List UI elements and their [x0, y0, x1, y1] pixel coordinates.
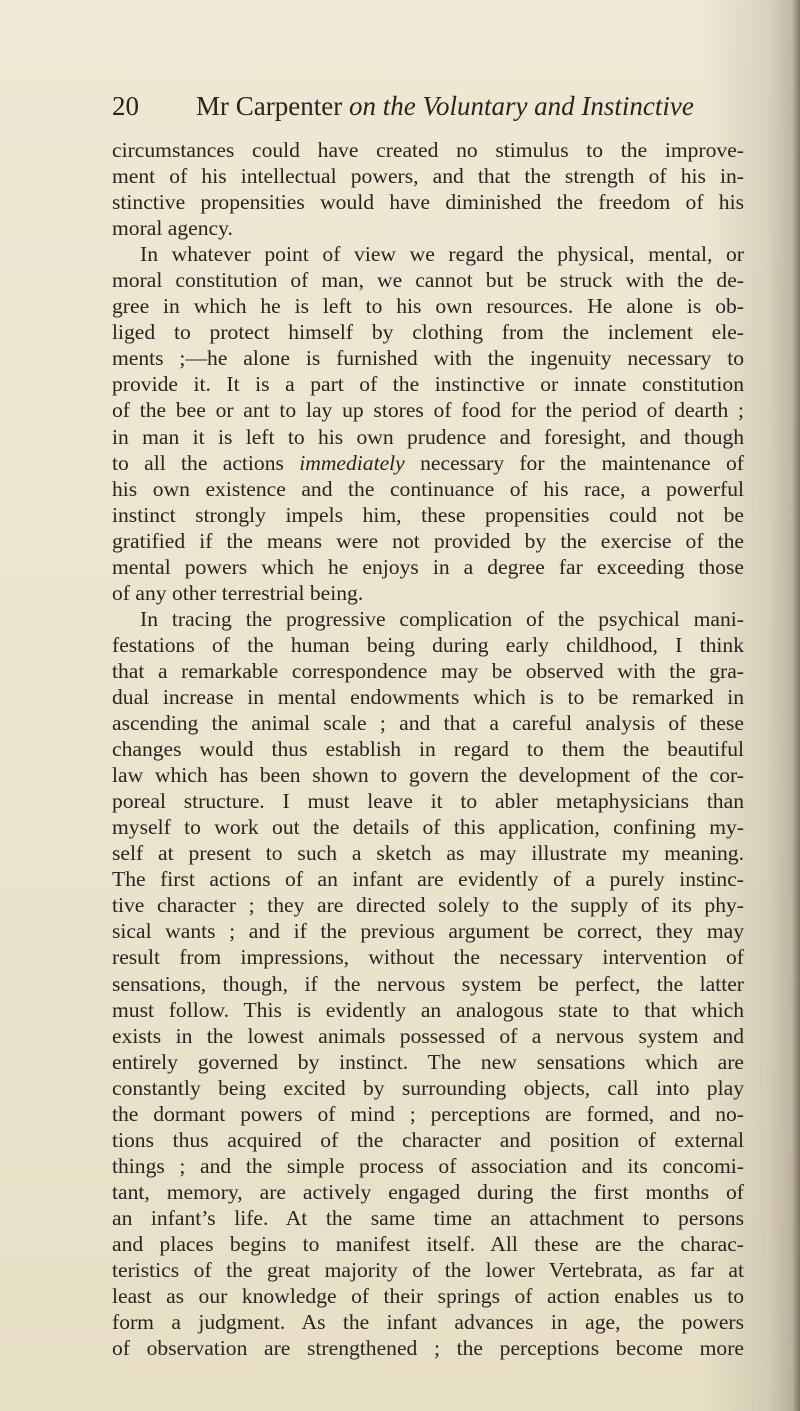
text-line: things ; and the simple process of association and its concomi-	[112, 1153, 744, 1178]
text-line: an infant’s life. At the same time an attachment to persons	[112, 1205, 744, 1230]
text-line: form a judgment. As the infant advances in age, the powers	[112, 1310, 744, 1335]
text-line: instinct strongly impels him, these propensities could not be	[112, 502, 744, 527]
text-line: gratified if the means were not provided by the exercise of the	[112, 528, 744, 553]
text-line	[112, 450, 744, 476]
text-line: moral constitution of man, we cannot but be struck with the de-	[112, 268, 744, 293]
text-line: ment of his intellectual powers, and that the strength of his in-	[112, 164, 744, 189]
text-line: myself to work out the details of this application, confining my-	[112, 815, 744, 840]
text-line: of any other terrestrial being.	[112, 580, 364, 605]
page-edge-shadow	[792, 0, 800, 1411]
text-line: moral agency.	[112, 216, 233, 241]
text-line: and places begins to manifest itself. All these are the charac-	[112, 1231, 744, 1256]
text-line: gree in which he is left to his own resources. He alone is ob-	[112, 294, 744, 319]
text-line: ments ;—he alone is furnished with the ingenuity necessary to	[112, 346, 744, 371]
text-line: festations of the human being during early childhood, I think	[112, 632, 744, 657]
running-title	[196, 88, 694, 124]
text-line: sical wants ; and if the previous argument be correct, they may	[112, 919, 744, 944]
text-line: of the bee or ant to lay up stores of food for the period of dearth ;	[112, 398, 744, 423]
text-line: mental powers which he enjoys in a degree far exceeding those	[112, 554, 744, 579]
text-line: law which has been shown to govern the development of the cor-	[112, 763, 744, 788]
text-line: entirely governed by instinct. The new sensations which are	[112, 1049, 744, 1074]
text-line: In whatever point of view we regard the physical, mental, or	[140, 242, 744, 267]
text-line: sensations, though, if the nervous system be perfect, the latter	[112, 971, 744, 996]
text-line-segment: to all the actions	[112, 450, 300, 475]
text-line-italic: immediately	[299, 450, 405, 475]
text-line: of observation are strengthened ; the perceptions become more	[112, 1336, 744, 1361]
text-line: exists in the lowest animals possessed of a nervous system and	[112, 1023, 744, 1048]
text-line: constantly being excited by surrounding objects, call into play	[112, 1075, 744, 1100]
text-line: in man it is left to his own prudence and foresight, and though	[112, 424, 744, 449]
text-line: circumstances could have created no stimulus to the improve-	[112, 138, 744, 162]
body-text	[112, 137, 744, 1361]
running-title-plain: Mr Carpenter	[196, 91, 349, 121]
text-line: dual increase in mental endowments which is to be remarked in	[112, 684, 744, 709]
text-line: that a remarkable correspondence may be observed with the gra-	[112, 658, 744, 683]
text-line: changes would thus establish in regard to them the beautiful	[112, 737, 744, 762]
running-header	[112, 88, 742, 124]
text-line: tive character ; they are directed solely to the supply of its phy-	[112, 893, 744, 918]
text-line: ascending the animal scale ; and that a careful analysis of these	[112, 711, 744, 736]
text-line: In tracing the progressive complication of the psychical mani-	[140, 606, 744, 631]
text-line: provide it. It is a part of the instinctive or innate constitution	[112, 372, 744, 397]
text-line: his own existence and the continuance of his race, a powerful	[112, 476, 744, 501]
text-line: teristics of the great majority of the lower Vertebrata, as far at	[112, 1258, 744, 1283]
text-line: result from impressions, without the necessary intervention of	[112, 945, 744, 970]
text-line: least as our knowledge of their springs of action enables us to	[112, 1284, 744, 1309]
text-line: tant, memory, are actively engaged during the first months of	[112, 1179, 744, 1204]
text-line: The first actions of an infant are evidently of a purely instinc-	[112, 867, 744, 892]
page-number: 20	[112, 91, 139, 121]
running-title-italic: on the Voluntary and Instinctive	[348, 91, 694, 121]
text-line: stinctive propensities would have diminished the freedom of his	[112, 190, 744, 215]
text-line: the dormant powers of mind ; perceptions are formed, and no-	[112, 1101, 744, 1126]
text-line: liged to protect himself by clothing from the inclement ele-	[112, 320, 744, 345]
text-line: tions thus acquired of the character and position of external	[112, 1127, 744, 1152]
text-line: poreal structure. I must leave it to abler metaphysicians than	[112, 789, 744, 814]
text-line: self at present to such a sketch as may illustrate my meaning.	[112, 841, 744, 866]
text-line-segment: necessary for the maintenance of	[404, 450, 744, 475]
text-line: must follow. This is evidently an analogous state to that which	[112, 997, 744, 1022]
